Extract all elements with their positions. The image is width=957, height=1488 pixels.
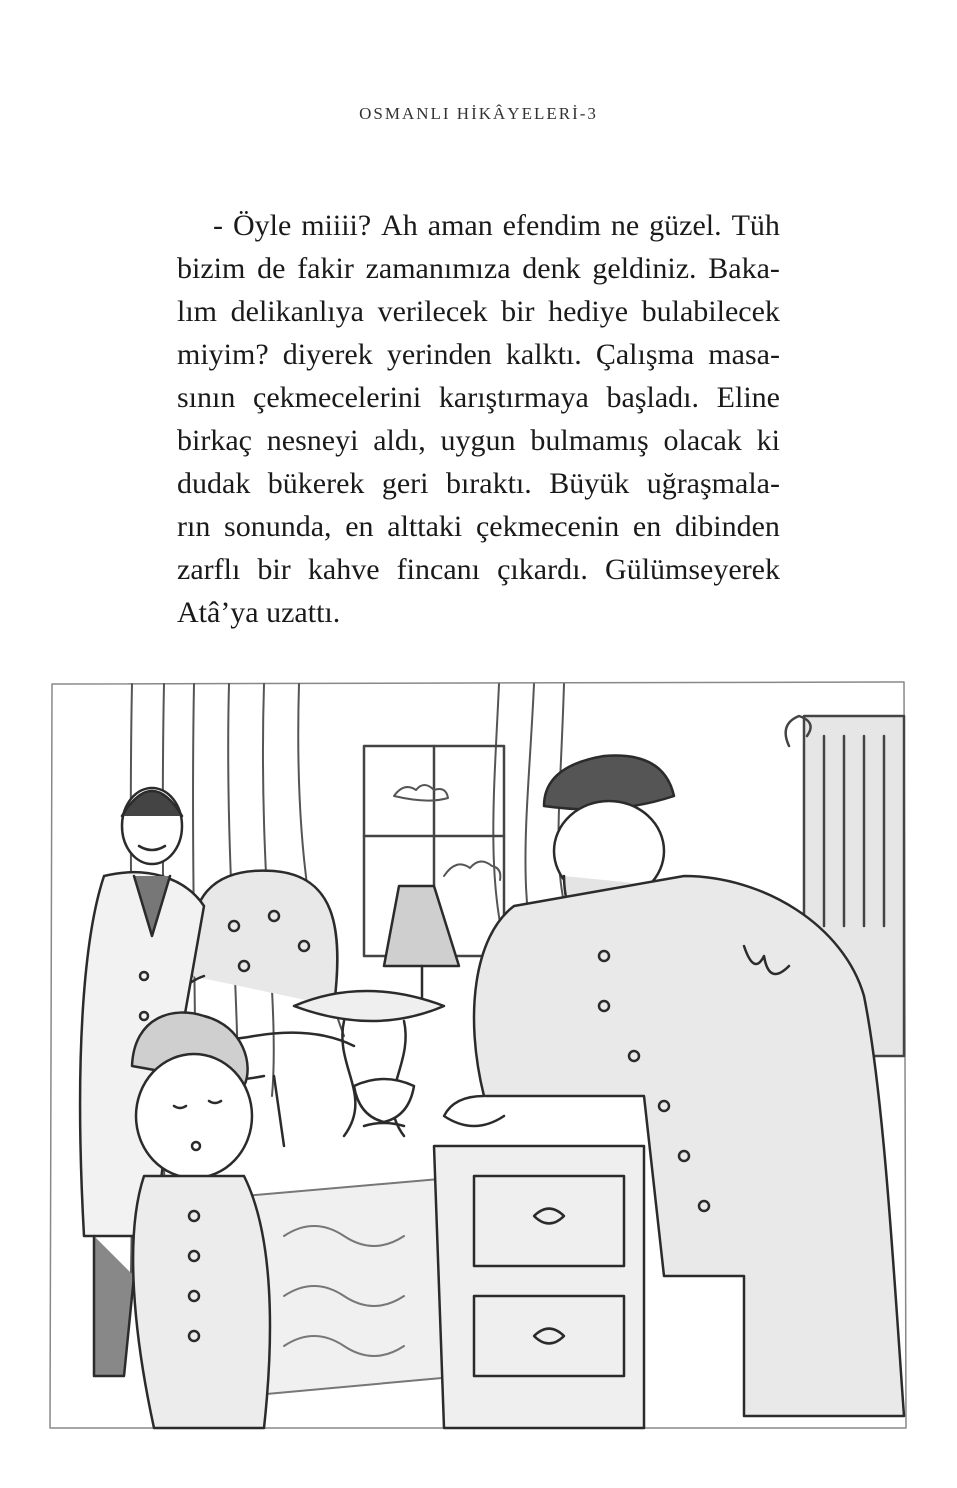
desk-drawers — [434, 1146, 644, 1428]
word: rın — [177, 510, 211, 543]
word: en — [632, 510, 662, 543]
word: çekmecenin — [475, 510, 620, 543]
word: ki — [756, 424, 780, 457]
word: Eline — [716, 381, 780, 414]
word: verilecek — [377, 295, 488, 328]
word: miiii? — [301, 209, 372, 242]
word: zarflı — [177, 553, 241, 586]
word: sının — [177, 381, 236, 414]
body-paragraph — [177, 204, 780, 634]
word: aldı, — [373, 424, 426, 457]
word: nesneyi — [266, 424, 359, 457]
word: Büyük — [549, 467, 630, 500]
running-header: OSMANLI HİKÂYELERİ-3 — [359, 104, 598, 123]
word: bizim — [177, 252, 246, 285]
text-line — [177, 548, 780, 591]
word: başladı. — [606, 381, 699, 414]
word: bir — [501, 295, 535, 328]
word: olacak — [663, 424, 742, 457]
text-line — [177, 247, 780, 290]
word: sonunda, — [224, 510, 332, 543]
word: çıkardı. — [497, 553, 588, 586]
word: fakir — [297, 252, 354, 285]
word: yerinden — [386, 338, 492, 371]
word: Baka- — [708, 252, 780, 285]
word: Ah — [381, 209, 418, 242]
word: bıraktı. — [445, 467, 532, 500]
word: diyerek — [282, 338, 373, 371]
word: geldiniz. — [592, 252, 697, 285]
text-line — [177, 204, 780, 247]
word: Öyle — [232, 209, 292, 242]
word: kahve — [307, 553, 380, 586]
word: hediye — [548, 295, 629, 328]
word: dibinden — [674, 510, 780, 543]
text-line — [177, 376, 780, 419]
word: çekmecelerini — [253, 381, 422, 414]
word: en — [345, 510, 374, 543]
word: Atâ’ya uzattı. — [177, 596, 341, 629]
word: Tüh — [731, 209, 780, 242]
word: Çalışma — [595, 338, 695, 371]
word: de — [257, 252, 286, 285]
word: karıştırmaya — [438, 381, 589, 414]
word: Gülümseyerek — [605, 553, 780, 586]
word: lım — [177, 295, 218, 328]
word: birkaç — [177, 424, 252, 457]
text-line — [177, 462, 780, 505]
word: geri — [381, 467, 429, 500]
coffee-cup — [354, 1079, 414, 1126]
text-line — [177, 290, 780, 333]
word: güzel. — [649, 209, 722, 242]
word: efendim — [502, 209, 601, 242]
word: bulabilecek — [641, 295, 780, 328]
word: uğraşmala- — [646, 467, 780, 500]
text-line — [177, 591, 780, 634]
word: bir — [257, 553, 291, 586]
word: aman — [427, 209, 493, 242]
word: delikanlıya — [230, 295, 364, 328]
word: dudak — [177, 467, 251, 500]
word: - — [213, 209, 223, 242]
word: alttaki — [387, 510, 463, 543]
word: kalktı. — [505, 338, 582, 371]
sketch-illustration-icon — [44, 676, 912, 1436]
word: bükerek — [267, 467, 365, 500]
text-line — [177, 333, 780, 376]
word: miyim? — [177, 338, 269, 371]
text-line — [177, 419, 780, 462]
text-line — [177, 505, 780, 548]
word: masa- — [708, 338, 780, 371]
word: zamanımıza — [365, 252, 511, 285]
word: denk — [522, 252, 581, 285]
word: uygun — [440, 424, 516, 457]
boy-with-cap — [132, 1013, 270, 1428]
word: ne — [610, 209, 640, 242]
word: fincanı — [396, 553, 480, 586]
word: bulmamış — [530, 424, 649, 457]
